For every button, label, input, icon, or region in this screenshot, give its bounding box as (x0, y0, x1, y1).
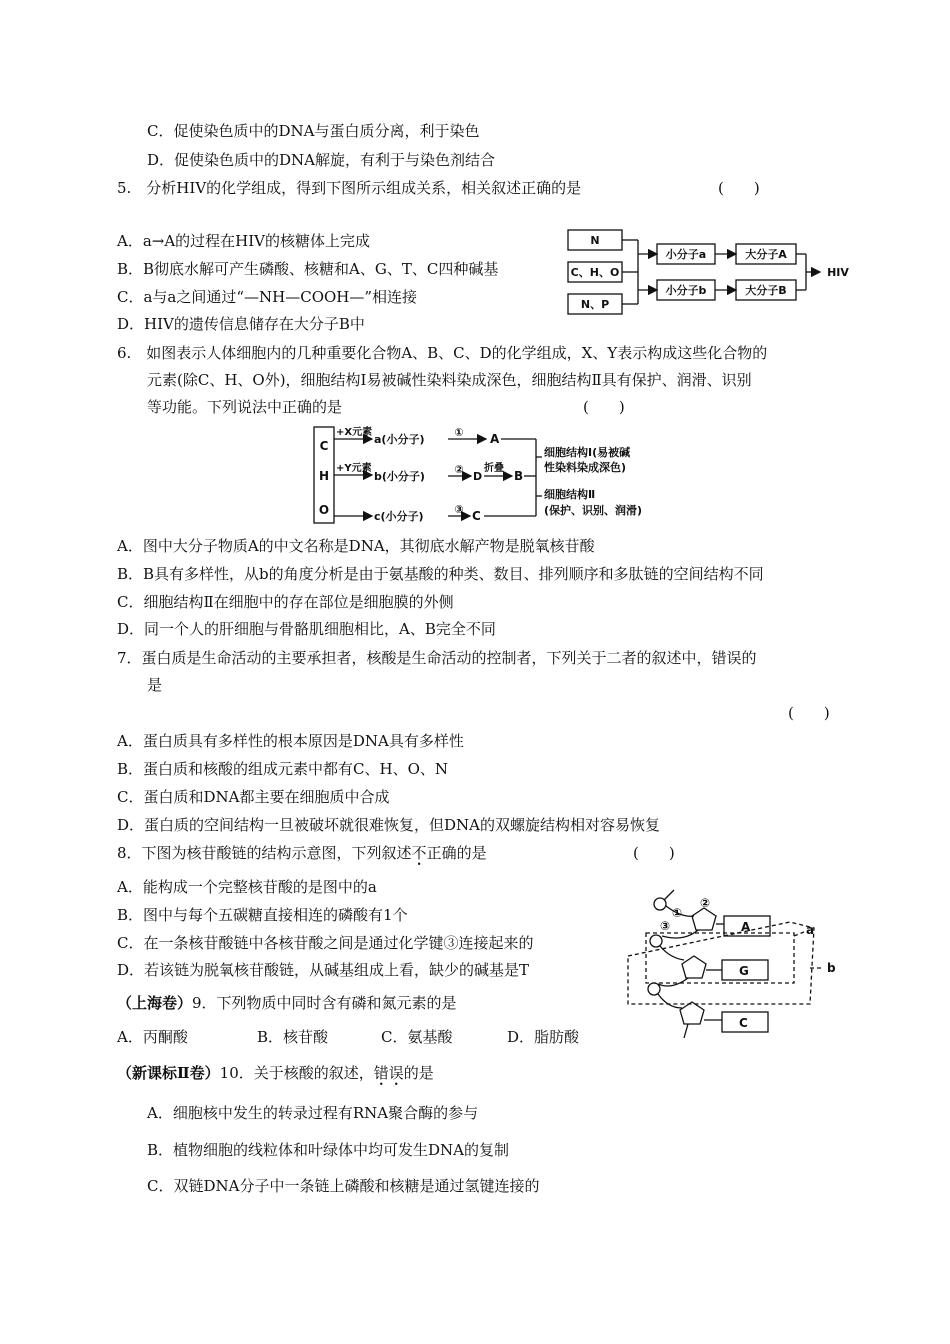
small-molecule-a: a(小分子) (374, 433, 425, 446)
q6-option-c: C．细胞结构Ⅱ在细胞中的存在部位是细胞膜的外侧 (117, 593, 454, 611)
structure-1-line2: 性染料染成深色) (544, 461, 627, 474)
hiv-element-cho: C、H、O (570, 266, 620, 279)
step-3-label: ③ (454, 503, 464, 516)
structure-2-line1: 细胞结构Ⅱ (544, 488, 596, 501)
element-o: O (318, 503, 330, 517)
y-element-label: +Y元素 (336, 463, 372, 474)
q9-stem (117, 993, 457, 1013)
q7-option-b: B．蛋白质和核酸的组成元素中都有C、H、O、N (117, 760, 449, 778)
q6-answer-paren: ( ) (583, 398, 625, 416)
q8-option-b: B．图中与每个五碳糖直接相连的磷酸有1个 (117, 906, 408, 924)
macromolecule-b: B (514, 469, 524, 483)
element-c: C (319, 439, 329, 453)
region-label-b: b (827, 961, 836, 975)
q6-option-d: D．同一个人的肝细胞与骨骼肌细胞相比，A、B完全不同 (117, 620, 496, 638)
step-2-label: ② (454, 463, 464, 476)
q6-stem-line2: 元素(除C、H、O外)，细胞结构Ⅰ易被碱性染料染成深色，细胞结构Ⅱ具有保护、润滑、识别 (147, 371, 752, 389)
hiv-composition-diagram (560, 224, 860, 324)
q4-option-c: C．促使染色质中的DNA与蛋白质分离，利于染色 (147, 122, 480, 140)
q9-source: （上海卷） (117, 994, 193, 1012)
q10-stem-post: 的是 (403, 1064, 434, 1082)
small-molecule-b: b(小分子) (374, 470, 425, 483)
q8-stem (117, 843, 487, 863)
q5-stem: 5. 分析HIV的化学组成，得到下图所示组成关系，相关叙述正确的是 (117, 179, 582, 197)
q10-option-b: B．植物细胞的线粒体和叶绿体中均可发生DNA的复制 (147, 1141, 510, 1159)
q10-source: （新课标Ⅱ卷） (117, 1064, 220, 1082)
folding-label: 折叠 (484, 463, 504, 474)
q6-stem-line3: 等功能。下列说法中正确的是 (147, 398, 343, 416)
structure-1-line1: 细胞结构Ⅰ(易被碱 (544, 446, 631, 459)
hiv-macromolecule-a: 大分子A (745, 248, 787, 261)
bond-label-1: ① (672, 906, 683, 920)
q10-stem (117, 1063, 434, 1083)
compound-d: D (473, 470, 483, 483)
nucleotide-chain-diagram (614, 884, 854, 1044)
q9-option-b: B．核苷酸 (257, 1028, 329, 1046)
region-label-a: a (806, 923, 815, 937)
hiv-small-molecule-b: 小分子b (665, 284, 707, 297)
q8-option-a: A．能构成一个完整核苷酸的是图中的a (117, 878, 377, 896)
q7-stem-line1: 7．蛋白质是生命活动的主要承担者，核酸是生命活动的控制者，下列关于二者的叙述中，错误的 (117, 649, 757, 667)
compound-composition-diagram (308, 423, 680, 529)
small-molecule-c: c(小分子) (374, 510, 424, 523)
q4-option-d: D．促使染色质中的DNA解旋，有利于与染色剂结合 (147, 151, 496, 169)
q7-answer-paren: ( ) (788, 704, 830, 722)
q7-option-c: C．蛋白质和DNA都主要在细胞质中合成 (117, 788, 390, 806)
base-g: G (739, 964, 749, 978)
step-1-label: ① (454, 426, 464, 439)
q10-emphasis-2: 误 (388, 1064, 404, 1082)
q10-stem-pre: 10．关于核酸的叙述， (219, 1064, 374, 1082)
q6-option-b: B．B具有多样性，从b的角度分析是由于氨基酸的种类、数目、排列顺序和多肽链的空间结构不同 (117, 565, 764, 583)
element-h: H (318, 469, 330, 483)
q5-answer-paren: ( ) (718, 179, 760, 197)
base-c: C (739, 1016, 748, 1030)
bond-label-2: ② (700, 896, 711, 910)
hiv-element-n: N (590, 234, 600, 247)
x-element-label: +X元素 (336, 427, 373, 438)
q6-option-a: A．图中大分子物质A的中文名称是DNA，其彻底水解产物是脱氧核苷酸 (117, 537, 595, 555)
q7-option-d: D．蛋白质的空间结构一旦被破坏就很难恢复，但DNA的双螺旋结构相对容易恢复 (117, 816, 661, 834)
q8-option-c: C．在一条核苷酸链中各核苷酸之间是通过化学键③连接起来的 (117, 934, 534, 952)
q9-option-d: D．脂肪酸 (507, 1028, 580, 1046)
q5-option-b: B．B彻底水解可产生磷酸、核糖和A、G、T、C四种碱基 (117, 260, 499, 278)
bond-label-3: ③ (660, 919, 671, 933)
q10-emphasis-1: 错 (373, 1064, 389, 1082)
q8-stem-pre: 8．下图为核苷酸链的结构示意图，下列叙述 (117, 844, 412, 862)
hiv-label: HIV (827, 266, 849, 279)
base-a: A (741, 920, 751, 934)
q6-stem-line1: 6. 如图表示人体细胞内的几种重要化合物A、B、C、D的化学组成，X、Y表示构成这些化合物的 (117, 344, 768, 362)
q8-stem-post: 正确的是 (426, 844, 487, 862)
q10-option-c: C．双链DNA分子中一条链上磷酸和核糖是通过氢键连接的 (147, 1177, 540, 1195)
hiv-element-np: N、P (580, 298, 610, 311)
q10-option-a: A．细胞核中发生的转录过程有RNA聚合酶的参与 (147, 1104, 479, 1122)
q8-emphasis-not: 不 (411, 844, 427, 862)
q9-option-c: C．氨基酸 (381, 1028, 453, 1046)
macromolecule-a: A (490, 432, 500, 446)
q5-option-c: C．a与a之间通过“—NH—COOH—”相连接 (117, 288, 418, 306)
q5-option-a: A．a→A的过程在HIV的核糖体上完成 (117, 232, 371, 250)
q9-option-a: A．丙酮酸 (117, 1028, 188, 1046)
hiv-small-molecule-a: 小分子a (665, 248, 707, 261)
q7-stem-line2: 是 (147, 676, 163, 694)
q8-option-d: D．若该链为脱氧核苷酸链，从碱基组成上看，缺少的碱基是T (117, 961, 530, 979)
hiv-macromolecule-b: 大分子B (745, 284, 787, 297)
macromolecule-c: C (472, 509, 481, 523)
q5-option-d: D．HIV的遗传信息储存在大分子B中 (117, 315, 365, 333)
structure-2-line2: (保护、识别、润滑) (544, 504, 643, 517)
q9-stem-text: 9．下列物质中同时含有磷和氮元素的是 (192, 994, 457, 1012)
q7-option-a: A．蛋白质具有多样性的根本原因是DNA具有多样性 (117, 732, 464, 750)
q8-answer-paren: ( ) (633, 844, 675, 862)
